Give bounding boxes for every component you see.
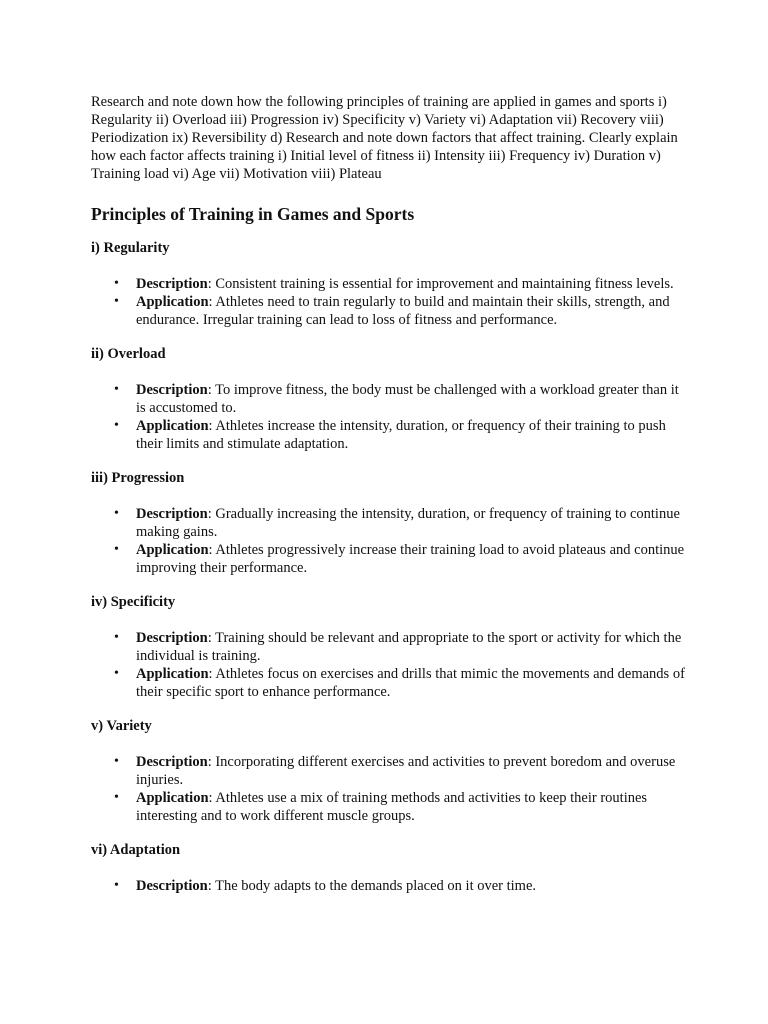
section-heading: iii) Progression bbox=[91, 470, 185, 486]
separator: : bbox=[208, 666, 216, 682]
bullet-list bbox=[91, 505, 691, 577]
section-specificity bbox=[91, 593, 691, 701]
description-text: Incorporating different exercises and activities to prevent boredom and overuse injuries. bbox=[136, 754, 676, 788]
list-item bbox=[136, 629, 691, 665]
list-item bbox=[136, 753, 691, 789]
term-application: Application bbox=[136, 542, 209, 558]
bullet-list bbox=[91, 629, 691, 701]
separator: : bbox=[207, 276, 216, 292]
list-item bbox=[136, 505, 691, 541]
section-adaptation bbox=[91, 841, 691, 895]
description-text: Gradually increasing the intensity, duration, or frequency of training to continue making gains. bbox=[136, 506, 680, 540]
section-regularity bbox=[91, 239, 691, 329]
application-text: Athletes increase the intensity, duration, or frequency of their training to push their limits and stimulate adaptation. bbox=[136, 418, 666, 452]
term-description: Description bbox=[136, 754, 208, 770]
separator: : bbox=[208, 790, 216, 806]
list-item bbox=[136, 293, 691, 329]
separator: : bbox=[207, 630, 216, 646]
term-application: Application bbox=[136, 418, 209, 434]
application-text: Athletes progressively increase their training load to avoid plateaus and continue improving their performance. bbox=[136, 542, 685, 576]
term-description: Description bbox=[136, 506, 208, 522]
list-item bbox=[136, 877, 691, 895]
term-application: Application bbox=[136, 294, 209, 310]
list-item bbox=[136, 541, 691, 577]
section-overload bbox=[91, 345, 691, 453]
separator: : bbox=[207, 754, 216, 770]
section-heading: i) Regularity bbox=[91, 240, 170, 256]
list-item bbox=[136, 789, 691, 825]
section-variety bbox=[91, 717, 691, 825]
list-item bbox=[136, 665, 691, 701]
document-page bbox=[91, 93, 691, 895]
description-text: Training should be relevant and appropriate to the sport or activity for which the individual is training. bbox=[136, 630, 682, 664]
bullet-list bbox=[91, 381, 691, 453]
separator: : bbox=[208, 294, 216, 310]
term-description: Description bbox=[136, 878, 208, 894]
section-progression bbox=[91, 469, 691, 577]
list-item bbox=[136, 275, 691, 293]
description-text: The body adapts to the demands placed on it over time. bbox=[215, 878, 537, 894]
bullet-list bbox=[91, 877, 691, 895]
description-text: To improve fitness, the body must be challenged with a workload greater than it is accustomed to. bbox=[136, 382, 679, 416]
list-item bbox=[136, 381, 691, 417]
separator: : bbox=[208, 542, 216, 558]
separator: : bbox=[207, 382, 216, 398]
application-text: Athletes need to train regularly to build and maintain their skills, strength, and endurance. Irregular training can lead to loss of fitness and performance. bbox=[136, 294, 670, 328]
term-description: Description bbox=[136, 276, 208, 292]
application-text: Athletes use a mix of training methods and activities to keep their routines interesting and to work different muscle groups. bbox=[136, 790, 648, 824]
term-application: Application bbox=[136, 666, 209, 682]
list-item bbox=[136, 417, 691, 453]
intro-paragraph: Research and note down how the following principles of training are applied in games and sports i) Regularity ii) Overload iii) Progression iv) Specificity v) Variety vi) Adaptation vii) Recovery viii) Periodization ix) Reversibility d) Research and note down factors that affect training. Clearly explain how each factor affects training i) Initial level of fitness ii) Intensity iii) Frequency iv) Duration v) Training load vi) Age vii) Motivation viii) Plateau bbox=[91, 94, 678, 182]
bullet-list bbox=[91, 753, 691, 825]
separator: : bbox=[207, 506, 216, 522]
section-heading: vi) Adaptation bbox=[91, 842, 181, 858]
application-text: Athletes focus on exercises and drills that mimic the movements and demands of their specific sport to enhance performance. bbox=[136, 666, 685, 700]
bullet-list bbox=[91, 275, 691, 329]
term-application: Application bbox=[136, 790, 209, 806]
description-text: Consistent training is essential for improvement and maintaining fitness levels. bbox=[215, 276, 674, 292]
section-heading: v) Variety bbox=[91, 718, 152, 734]
separator: : bbox=[207, 878, 216, 894]
separator: : bbox=[208, 418, 216, 434]
term-description: Description bbox=[136, 382, 208, 398]
main-title: Principles of Training in Games and Sports bbox=[91, 204, 415, 224]
term-description: Description bbox=[136, 630, 208, 646]
section-heading: iv) Specificity bbox=[91, 594, 176, 610]
section-heading: ii) Overload bbox=[91, 346, 166, 362]
